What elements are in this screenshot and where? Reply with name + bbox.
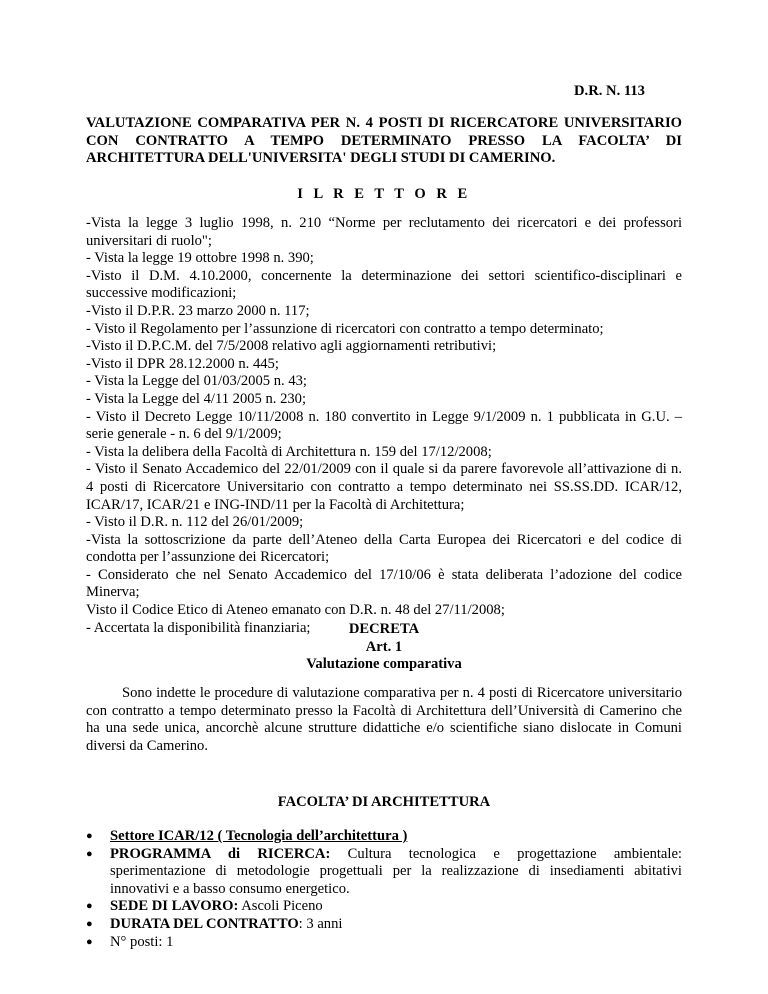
authority-heading: I L R E T T O R E (297, 186, 471, 202)
premise-item: -Visto il D.P.C.M. del 7/5/2008 relativo agli aggiornamenti retributivi; (86, 338, 497, 355)
contract-duration-text: : 3 anni (298, 915, 343, 932)
premise-item: -Visto il D.P.R. 23 marzo 2000 n. 117; (86, 302, 310, 319)
list-item (86, 828, 682, 846)
decree-number: D.R. N. 113 (574, 83, 645, 99)
bullet-icon: ● (86, 830, 93, 842)
list-item (86, 934, 682, 952)
premise-item: -Vista la legge 3 luglio 1998, n. 210 “Norme per reclutamento dei ricercatori e dei professori universitari di ruolo"; (86, 215, 682, 249)
premise-item: - Vista la Legge del 4/11 2005 n. 230; (86, 390, 307, 407)
position-details-list (86, 828, 682, 951)
premise-item: -Visto il D.M. 4.10.2000, concernente la determinazione dei settori scientifico-disciplinari e successive modificazioni; (86, 267, 682, 302)
workplace-label: SEDE DI LAVORO: (110, 898, 239, 915)
premise-item: - Vista la delibera della Facoltà di Architettura n. 159 del 17/12/2008; (86, 443, 492, 460)
document-title: VALUTAZIONE COMPARATIVA PER N. 4 POSTI DI RICERCATORE UNIVERSITARIO CON CONTRATTO A TEMPO DETERMINATO PRESSO LA FACOLTA’ DI ARCHITETTURA DELL'UNIVERSITA' DEGLI STUDI DI CAMERINO. (86, 115, 682, 167)
faculty-heading: FACOLTA’ DI ARCHITETTURA (277, 794, 491, 810)
article-body: Sono indette le procedure di valutazione comparativa per n. 4 posti di Ricercatore universitario con contratto a tempo determinato presso la Facoltà di Architettura dell’Università di Camerino che ha una sede unica, ancorchè alcune strutture didattiche e/o scientifiche siano dislocate in Comuni diversi da Camerino. (86, 685, 682, 754)
premise-item: - Vista la Legge del 01/03/2005 n. 43; (86, 373, 307, 390)
list-item (86, 846, 682, 899)
contract-duration-label: DURATA DEL CONTRATTO (110, 915, 299, 932)
premise-item: - Visto il Senato Accademico del 22/01/2009 con il quale si da parere favorevole all’attivazione di n. 4 posti di Ricercatore Universitario con contratto a tempo determinato nei SS.SS.DD. ICAR/12, ICAR/17, ICAR/21 e ING-IND/11 per la Facoltà di Architettura; (86, 461, 682, 513)
premise-item: - Visto il Regolamento per l’assunzione di ricercatori con contratto a tempo determinato; (86, 320, 604, 337)
bullet-icon: ● (86, 900, 93, 913)
premise-item: - Visto il D.R. n. 112 del 26/01/2009; (86, 514, 304, 531)
premise-item: - Accertata la disponibilità finanziaria; (86, 619, 311, 636)
research-program-text: Cultura tecnologica e progettazione ambientale: sperimentazione di metodologie progettuali per la realizzazione di insediamenti abitativi innovativi e a basso consumo energetico. (110, 845, 682, 897)
article-title: Valutazione comparativa (306, 656, 462, 673)
decree-block (86, 621, 682, 674)
article-number: Art. 1 (365, 638, 403, 655)
bullet-icon: ● (86, 917, 93, 930)
list-item (86, 916, 682, 934)
premise-item: - Visto il Decreto Legge 10/11/2008 n. 180 convertito in Legge 9/1/2009 n. 1 pubblicata in G.U. – serie generale - n. 6 del 9/1/2009; (86, 408, 682, 443)
premise-item: -Visto il DPR 28.12.2000 n. 445; (86, 355, 279, 372)
positions-count: N° posti: 1 (110, 933, 174, 950)
premises-list (86, 215, 682, 637)
bullet-icon: ● (86, 935, 93, 948)
premise-item: - Considerato che nel Senato Accademico del 17/10/06 è stata deliberata l’adozione del codice Minerva; (86, 566, 682, 601)
research-program-label: PROGRAMMA di RICERCA: (110, 845, 331, 862)
premise-item: - Vista la legge 19 ottobre 1998 n. 390; (86, 250, 314, 267)
list-item (86, 898, 682, 916)
bullet-icon: ● (86, 847, 93, 860)
premise-item: -Vista la sottoscrizione da parte dell’Ateneo della Carta Europea dei Ricercatori e del codice di condotta per l’assunzione dei Ricercatori; (86, 531, 682, 566)
sector-label: Settore ICAR/12 ( Tecnologia dell’architettura ) (110, 828, 408, 844)
premise-item: Visto il Codice Etico di Ateneo emanato con D.R. n. 48 del 27/11/2008; (86, 602, 505, 619)
workplace-text: Ascoli Piceno (238, 898, 323, 915)
decreta-heading: DECRETA (348, 621, 420, 637)
